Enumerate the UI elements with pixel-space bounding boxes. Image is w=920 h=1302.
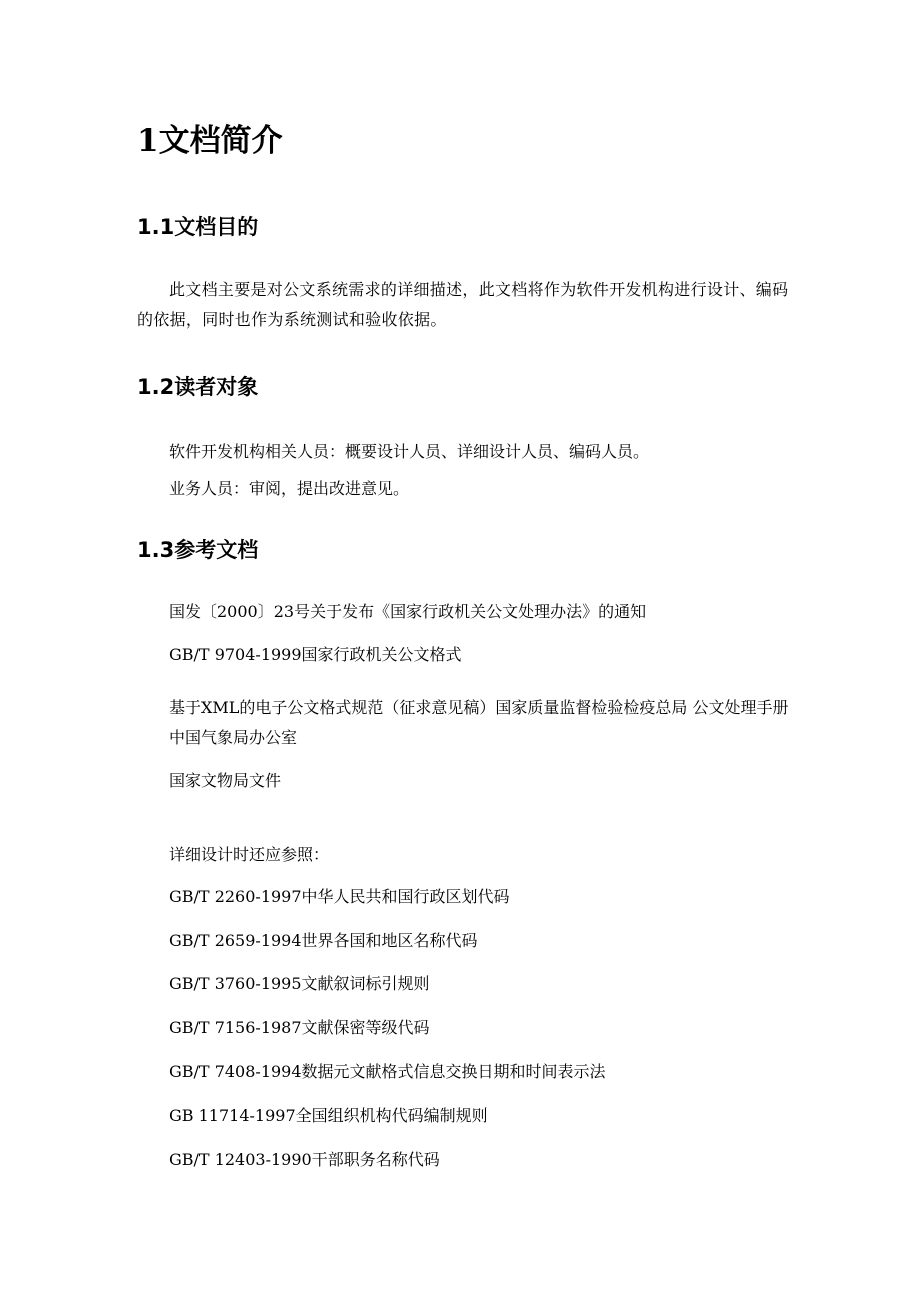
standard-item: GB/T 2260-1997中华人民共和国行政区划代码	[169, 887, 510, 906]
purpose-paragraph: 此文档主要是对公文系统需求的详细描述，此文档将作为软件开发机构进行设计、编码的依据，同时也作为系统测试和验收依据。	[137, 280, 789, 329]
reference-item: 基于XML的电子公文格式规范（征求意见稿）国家质量监督检验检疫总局 公文处理手册中国气象局办公室	[169, 698, 789, 747]
audience-line: 软件开发机构相关人员：概要设计人员、详细设计人员、编码人员。	[169, 442, 650, 461]
section-title-references: 1.3参考文档	[137, 538, 259, 562]
chapter-title: 1文档简介	[137, 123, 283, 159]
section-title-purpose: 1.1文档目的	[137, 215, 259, 239]
audience-line: 业务人员：审阅，提出改进意见。	[169, 479, 410, 498]
standard-item: GB/T 12403-1990干部职务名称代码	[169, 1150, 440, 1169]
standard-item: GB 11714-1997全国组织机构代码编制规则	[169, 1106, 488, 1125]
section-title-audience: 1.2读者对象	[137, 375, 259, 399]
standard-item: GB/T 2659-1994世界各国和地区名称代码	[169, 931, 478, 950]
reference-item: 国家文物局文件	[169, 771, 282, 790]
standard-item: GB/T 7408-1994数据元文献格式信息交换日期和时间表示法	[169, 1062, 606, 1081]
reference-item: 国发〔2000〕23号关于发布《国家行政机关公文处理办法》的通知	[169, 602, 647, 621]
detail-intro: 详细设计时还应参照：	[169, 845, 330, 864]
standard-item: GB/T 7156-1987文献保密等级代码	[169, 1018, 430, 1037]
reference-item: GB/T 9704-1999国家行政机关公文格式	[169, 645, 462, 664]
standard-item: GB/T 3760-1995文献叙词标引规则	[169, 974, 430, 993]
